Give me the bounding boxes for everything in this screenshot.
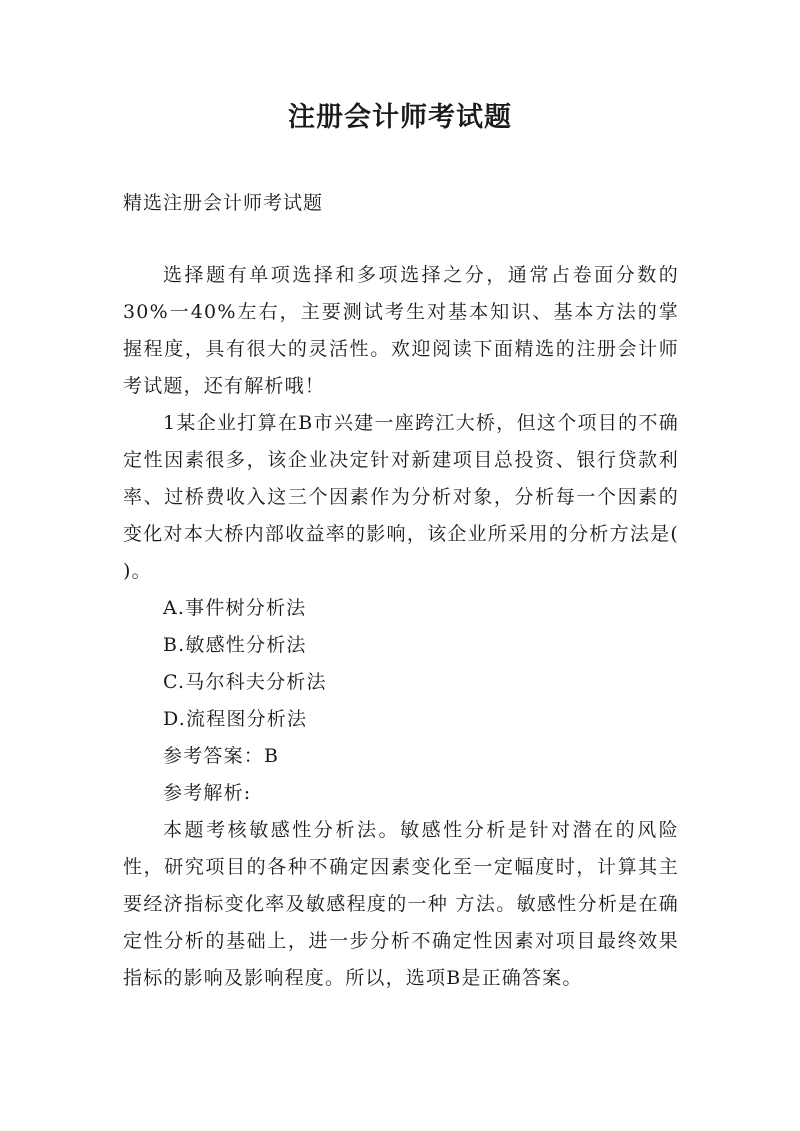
option-c: C.马尔科夫分析法 <box>163 671 327 693</box>
option-d: D.流程图分析法 <box>163 708 308 730</box>
document-title: 注册会计师考试题 <box>288 102 512 133</box>
answer-line: 参考答案：B <box>163 745 280 767</box>
analysis-paragraph: 本题考核敏感性分析法。敏感性分析是针对潜在的风险性，研究项目的各种不确定因素变化至一定幅度时，计算其主要经济指标变化率及敏感程度的一种 方法。敏感性分析是在确定性分析的基础上，进一步分析不确定性因素对项目最终效果指标的影响及影响程度。所以，选项B是正确答案。 <box>123 819 679 989</box>
document-body <box>123 257 679 997</box>
document-subtitle: 精选注册会计师考试题 <box>123 192 324 214</box>
analysis-heading: 参考解析: <box>163 782 252 804</box>
question-paragraph: 1某企业打算在B市兴建一座跨江大桥，但这个项目的不确定性因素很多，该企业决定针对新建项目总投资、银行贷款利率、过桥费收入这三个因素作为分析对象，分析每一个因素的变化对本大桥内部收益率的影响，该企业所采用的分析方法是( )。 <box>123 412 679 582</box>
intro-paragraph: 选择题有单项选择和多项选择之分，通常占卷面分数的30%一40%左右，主要测试考生对基本知识、基本方法的掌握程度，具有很大的灵活性。欢迎阅读下面精选的注册会计师考试题，还有解析哦！ <box>123 264 679 397</box>
option-a: A.事件树分析法 <box>163 597 307 619</box>
option-b: B.敏感性分析法 <box>163 634 307 656</box>
